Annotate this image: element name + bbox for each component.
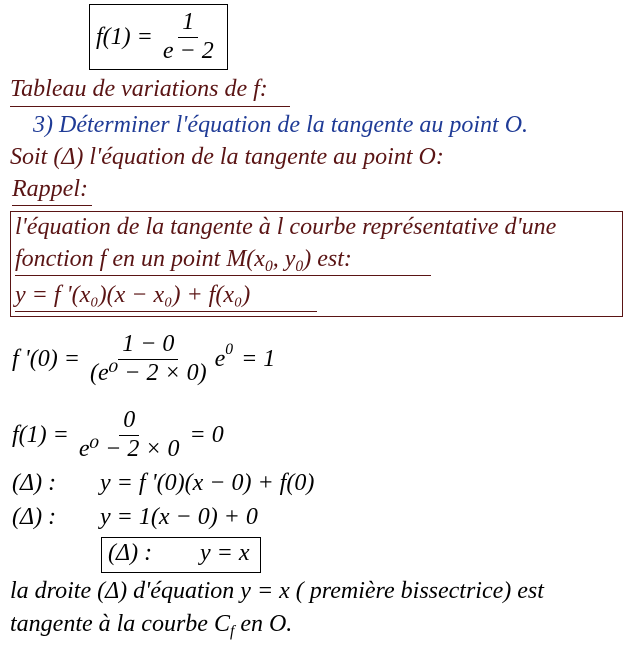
eq1-denominator: (e⁰ − 2 × 0) (89, 359, 207, 386)
eq3-expr: y = f '(0)(x − 0) + f(0) (100, 470, 315, 496)
eq1-numerator: 1 − 0 (118, 331, 178, 360)
f1-numerator: 1 (178, 9, 198, 38)
eq2-rhs: = 0 (189, 421, 224, 448)
question-3: 3) Déterminer l'équation de la tangente au point O. (33, 112, 529, 138)
tableau-heading: Tableau de variations de f: (10, 76, 290, 107)
eq4-label: (Δ) : (12, 504, 57, 530)
eq3-label: (Δ) : (12, 470, 57, 496)
eq5-expr: y = x (200, 540, 250, 566)
rappel-line-2-part-a: fonction f en un point M(x (15, 246, 265, 272)
eq2-fraction (75, 407, 184, 463)
rappel-line-2-sub-2: 0 (295, 258, 304, 276)
rappel-box (10, 211, 623, 317)
rappel-heading: Rappel: (12, 176, 92, 206)
rappel-line-2-part-e: ) est: (303, 246, 352, 272)
f1-fraction (159, 9, 218, 65)
soit-line: Soit (Δ) l'équation de la tangente au point O: (10, 144, 444, 170)
rappel-line-1: l'équation de la tangente à l courbe représentative d'une (15, 214, 557, 240)
eq1-fraction (86, 331, 211, 387)
conclusion-line-2-part-a: tangente à la courbe C (10, 611, 230, 637)
eq-f1-zero (12, 400, 224, 470)
rappel-line-2 (15, 246, 431, 276)
eq1-rhs: = 1 (241, 345, 276, 372)
eq1-factor: e (214, 345, 226, 372)
eq2-denominator: e⁰ − 2 × 0 (78, 435, 180, 462)
f1-lhs: f(1) = (96, 23, 153, 50)
eq1-lhs: f '(0) = (12, 345, 80, 372)
conclusion-line-1: la droite (Δ) d'équation y = x ( première bissectrice) est (10, 578, 544, 604)
rappel-line-2-part-c: , y (272, 246, 296, 272)
conclusion-line-2 (10, 611, 293, 641)
f1-denominator: e − 2 (162, 37, 214, 64)
eq-delta-2 (12, 504, 258, 531)
rappel-line-3: y = f '(x₀)(x − x₀) + f(x₀) (15, 282, 317, 312)
result-box-delta (101, 537, 261, 573)
rappel-line-2-sub-1: 0 (264, 258, 273, 276)
eq1-exponent: 0 (225, 340, 234, 358)
eq-fprime-0 (12, 324, 275, 394)
eq2-numerator: 0 (119, 407, 139, 436)
result-box-f1 (89, 4, 228, 70)
conclusion-line-2-part-c: en O. (234, 611, 293, 637)
eq5-label: (Δ) : (108, 540, 153, 566)
eq-delta-1 (12, 470, 315, 497)
eq2-lhs: f(1) = (12, 421, 69, 448)
conclusion-line-2-sub: f (229, 623, 235, 641)
eq4-expr: y = 1(x − 0) + 0 (100, 504, 258, 530)
